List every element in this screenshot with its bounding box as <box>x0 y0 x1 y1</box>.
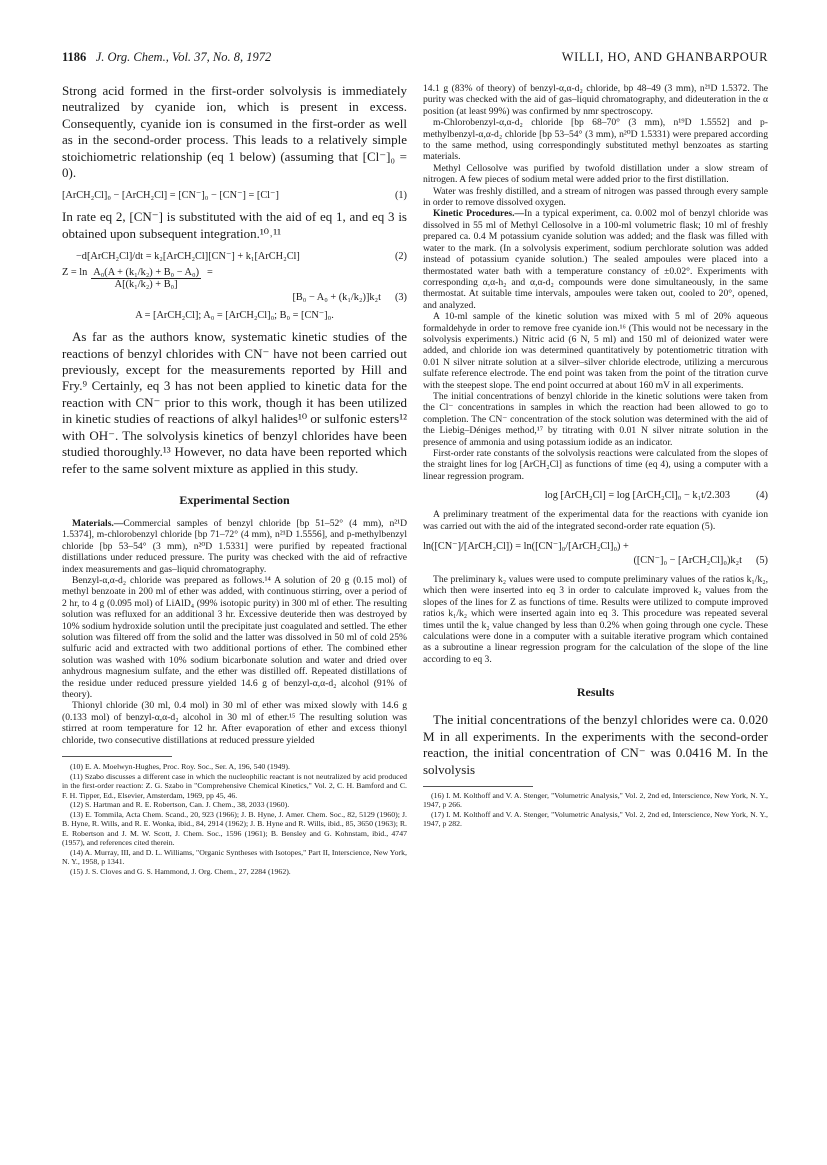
equation-1-body: [ArCH₂Cl]₀ − [ArCH₂Cl] = [CN⁻]₀ − [CN⁻] = [Cl⁻] <box>62 190 279 202</box>
running-header <box>62 50 768 66</box>
journal-citation: J. Org. Chem., Vol. 37, No. 8, 1972 <box>95 50 272 64</box>
kinetic-body: In a typical experiment, ca. 0.002 mol of benzyl chloride was dissolved in 55 ml of Methyl Cellosolve in a 100-ml volumetric flask; 10 ml of freshly prepared ca. 0.4 M potassium cyanide solution was added; and the flask was filled with water to the mark. (In a solvolysis experiment, sodium perchlorate solution was added instead of potassium cyanide solution.) The sealed ampoules were placed into a thermostated water bath with a temperature constancy of ±0.02°. Experiments with corresponding α,α-h₂ and α,α-d₂ compounds were done simultaneously, in the same thermostat. At suitable time intervals, ampoules were taken out, cooled to 20°, opened, and analyzed. <box>423 208 768 311</box>
rate-eq-paragraph: In rate eq 2, [CN⁻] is substituted with the aid of eq 1, and eq 3 is obtained upon subsequent integration.¹⁰˒¹¹ <box>62 209 407 241</box>
first-order-paragraph: First-order rate constants of the solvolysis reactions were calculated from the slopes of the straight lines for log [ArCH₂Cl] as functions of time (eq 4), using a computer with a linear regression program. <box>423 448 768 482</box>
results-paragraph: The initial concentrations of the benzyl chlorides were ca. 0.020 M in all experiments. In the experiments with the second-order reaction, the initial concentration of CN⁻ was 0.0416 M. In the solvolysis <box>423 712 768 777</box>
footnote: (15) J. S. Cloves and G. S. Hammond, J. Org. Chem., 27, 2284 (1962). <box>70 866 291 876</box>
methyl-cellosolve-paragraph: Methyl Cellosolve was purified by twofold distillation under a slow stream of nitrogen. A few pieces of sodium metal were added prior to the first distillation. <box>423 162 768 186</box>
titration-paragraph: A 10-ml sample of the kinetic solution was mixed with 5 ml of 20% aqueous formaldehyde in order to remove free cyanide ion.¹⁶ (This would not be necessary in the solvolysis experiments.) Nitric acid (6 N, 5 ml) and 150 ml of deionized water were added, and chloride ion was determined quantitatively by potentiometric titration with 0.01 N silver nitrate solution at a silver–silver chloride electrode, utilizing a mercurous sulfate reference electrode. The end point was taken from the point of the titration curve with the steepest slope. The end point occurred at about 160 mV in all experiments. <box>423 311 768 391</box>
footnote: (17) I. M. Kolthoff and V. A. Stenger, "Volumetric Analysis," Vol. 2, 2nd ed, Interscience, New York, N. Y., 1947, p 282. <box>423 809 768 829</box>
equation-3-definitions-text: A = [ArCH₂Cl]; A₀ = [ArCH₂Cl]₀; B₀ = [CN⁻]₀. <box>135 310 334 322</box>
footnote-rule <box>62 756 172 757</box>
equation-2 <box>62 250 407 262</box>
equation-3-definitions <box>62 309 407 321</box>
equation-4-number: (4) <box>755 490 768 502</box>
experimental-section-title: Experimental Section <box>179 492 290 507</box>
equation-3-rhs: [B₀ − A₀ + (k₁/k₂)]k₂t <box>292 292 381 304</box>
footnote: (16) I. M. Kolthoff and V. A. Stenger, "Volumetric Analysis," Vol. 2, 2nd ed, Interscience, New York, N. Y., 1947, p 266. <box>423 790 768 810</box>
equation-3-fraction <box>91 267 201 290</box>
equation-3-lhs: Z = ln <box>62 267 88 279</box>
equation-5-line-2: ([CN⁻]₀ − [ArCH₂Cl]₀)k₂t <box>633 555 742 567</box>
iteration-paragraph: The preliminary k₂ values were used to compute preliminary values of the ratios k₁/k₂, which then were inserted into eq 3 in order to calculate improved k₂ values from the slopes of the lines for Z as functions of time. Results were utilized to compute improved ratios k₁/k₂ which were inserted again into eq 3. This procedure was repeated several times until the k₂ value changed by less than 0.2% when going through one cycle. These calculations were done in a computer with a suitable iterative program which contained as a subroutine a linear regression program for the calculation of the slope of the line according to eq 3. <box>423 574 768 665</box>
thionyl-paragraph: Thionyl chloride (30 ml, 0.4 mol) in 30 ml of ether was mixed slowly with 14.6 g (0.133 mol) of benzyl-α,α-d₂ alcohol in 30 ml of ether.¹⁵ The resulting solution was stirred at room temperature for 12 hr. After evaporation of ether and excess thionyl chloride, two consecutive distillations at reduced pressure yielded <box>62 700 407 746</box>
initial-conc-paragraph: The initial concentrations of benzyl chloride in the kinetic solutions were taken from the Cl⁻ concentrations in samples in which the reaction had been allowed to go to completion. The CN⁻ concentration of the stock solution was determined with the aid of the Liebig–Déniges method,¹⁷ by titrating with 0.01 N silver nitrate solution in the presence of ammonia and using potassium iodide as an indicator. <box>423 390 768 448</box>
footnote: (13) E. Tommila, Acta Chem. Scand., 20, 923 (1966); J. B. Hyne, J. Amer. Chem. Soc., 82, 5129 (1960); J. B. Hyne, R. Wills, and R. E. Wonka, ibid., 84, 2914 (1962); J. B. Hyne and R. Wills, ibid., 85, 3650 (1963); R. E. Robertson and J. M. W. Scott, J. Chem. Soc., 1596 (1961); B. Bensley and G. Kohnstam, ibid., 4747 (1957), and references cited therein. <box>62 809 407 848</box>
header-left <box>62 50 271 65</box>
footnote-rule <box>423 786 533 787</box>
footnote: (10) E. A. Moelwyn-Hughes, Proc. Roy. Soc., Ser. A, 196, 540 (1949). <box>70 762 290 772</box>
prior-work-paragraph: As far as the authors know, systematic kinetic studies of the reactions of benzyl chlorides with CN⁻ have not been carried out previously, except for the measurements reported by Hill and Fry.⁹ Certainly, eq 3 has not been applied to kinetic data for the reaction with CN⁻ prior to this work, though it has been utilized in kinetic studies of reactions of alkyl halides¹⁰ or sulfonic esters¹² with OH⁻. The solvolysis kinetics of benzyl chlorides have been studied thoroughly.¹³ However, no data have been reported which refer to the same solvent mixture as applied in this study. <box>62 329 407 476</box>
equation-1 <box>62 189 407 201</box>
equation-3-bottom <box>62 292 407 303</box>
equation-5-bottom <box>423 554 768 566</box>
intro-paragraph: Strong acid formed in the first-order solvolysis is immediately neutralized by cyanide ion, which is present in excess. Consequently, cyanide ion is consumed in the first-order as well as in the second-order process. This leads to a relatively simple stoichiometric relationship (eq 1 below) (assuming that [Cl⁻]₀ = 0). <box>62 83 407 181</box>
results-section-title: Results <box>576 685 615 700</box>
footnote: (11) Szabo discusses a different case in which the nucleophilic reactant is not neutralized by acid produced in the first-order reaction: Z. G. Szabo in "Comprehensive Chemical Kinetics," Vol. 2, C. H. Bamford and C. F. H. Tipper, Ed., Elsevier, Amsterdam, 1969, pp 45, 46. <box>62 771 407 800</box>
equation-5-number: (5) <box>755 555 768 567</box>
benzyl-paragraph: Benzyl-α,α-d₂ chloride was prepared as follows.¹⁴ A solution of 20 g (0.15 mol) of methyl benzoate in 200 ml of ether was added, with continuous stirring, over a period of 2 hr, to 4 g (0.095 mol) of LiAlD₄ (99% isotopic purity) in 300 ml of ether. The resulting solution was refluxed for an additional 3 hr. Excessive deuteride then was destroyed by 10% sodium hydroxide solution until the precipitate just coagulated and settled. The ether solution was filtered off from the solid and the latter was dissolved in 50 ml of cold 25% sulfuric acid and extracted with two additional portions of ether. The combined ether solution was washed with 10% sodium bicarbonate solution and water and dried over anhydrous magnesium sulfate, and the ether was distilled off. Repeated distillations of the residue under reduced pressure yielded 14.6 g of benzyl-α,α-d₂ alcohol (91% of theory). <box>62 574 407 700</box>
preliminary-paragraph: A preliminary treatment of the experimental data for the reactions with cyanide ion was carried out with the aid of the integrated second-order rate equation (5). <box>423 509 768 532</box>
author-line: WILLI, HO, AND GHANBARPOUR <box>561 50 768 64</box>
materials-body: Commercial samples of benzyl chloride [bp 51–52° (4 mm), n²¹D 1.5374], m-chlorobenzyl chloride [bp 71–72° (4 mm), n²¹D 1.5556], and p-methylbenzyl chloride [bp 53–54° (3 mm), n²⁰D 1.5331] were purified by repeated fractional distillations under reduced pressure. The purity was checked with the aid of refractive index measurements and gas–liquid chromatography. <box>62 517 407 575</box>
equation-5-top <box>423 540 768 552</box>
equation-4 <box>423 490 768 501</box>
equation-3-equals: = <box>207 267 213 279</box>
kinetic-paragraph <box>423 208 768 311</box>
equation-3-top <box>62 267 407 290</box>
equation-4-body: log [ArCH₂Cl] = log [ArCH₂Cl]₀ − k₁t/2.303 <box>544 490 730 502</box>
equation-2-body: −d[ArCH₂Cl]/dt = k₂[ArCH₂Cl][CN⁻] + k₁[ArCH₂Cl] <box>76 251 300 263</box>
footnote: (14) A. Murray, III, and D. L. Williams, "Organic Syntheses with Isotopes," Part II, Interscience, New York, N. Y., 1958, p 1341. <box>62 847 407 867</box>
footnote: (12) S. Hartman and R. E. Robertson, Can. J. Chem., 38, 2033 (1960). <box>70 800 290 810</box>
footnotes-right <box>423 791 768 829</box>
equation-1-number: (1) <box>394 190 407 202</box>
equation-5-line-1: ln([CN⁻]/[ArCH₂Cl]) = ln([CN⁻]₀/[ArCH₂Cl]₀) + <box>423 541 629 553</box>
materials-heading: Materials.— <box>72 517 124 529</box>
equation-3-denominator: A[(k₁/k₂) + B₀] <box>114 279 178 291</box>
materials-paragraph <box>62 518 407 575</box>
footnotes-left <box>62 762 407 876</box>
equation-3-number: (3) <box>394 292 407 304</box>
left-column <box>62 83 407 876</box>
right-column <box>423 83 768 829</box>
page-number: 1186 <box>62 50 87 64</box>
kinetic-heading: Kinetic Procedures.— <box>433 208 525 220</box>
m-chloro-paragraph: m-Chlorobenzyl-α,α-d₂ chloride [bp 68–70° (3 mm), n¹⁹D 1.5552] and p-methylbenzyl-α,α-d₂ chloride [bp 53–54° (3 mm), n²⁰D 1.5331) were prepared according to the same method, using correspondingly substituted methyl benzoates as starting materials. <box>423 117 768 163</box>
equation-3-numerator: A₀(A + (k₁/k₂) + B₀ − A₀) <box>93 267 199 279</box>
continuation-paragraph: 14.1 g (83% of theory) of benzyl-α,α-d₂ chloride, bp 48–49 (3 mm), n²¹D 1.5372. The purity was checked with the aid of gas–liquid chromatography, and dideuteration in the α position (at least 99%) was confirmed by nmr spectroscopy. <box>423 83 768 117</box>
water-paragraph: Water was freshly distilled, and a stream of nitrogen was passed through every sample in order to remove dissolved oxygen. <box>423 185 768 209</box>
equation-2-number: (2) <box>394 251 407 263</box>
